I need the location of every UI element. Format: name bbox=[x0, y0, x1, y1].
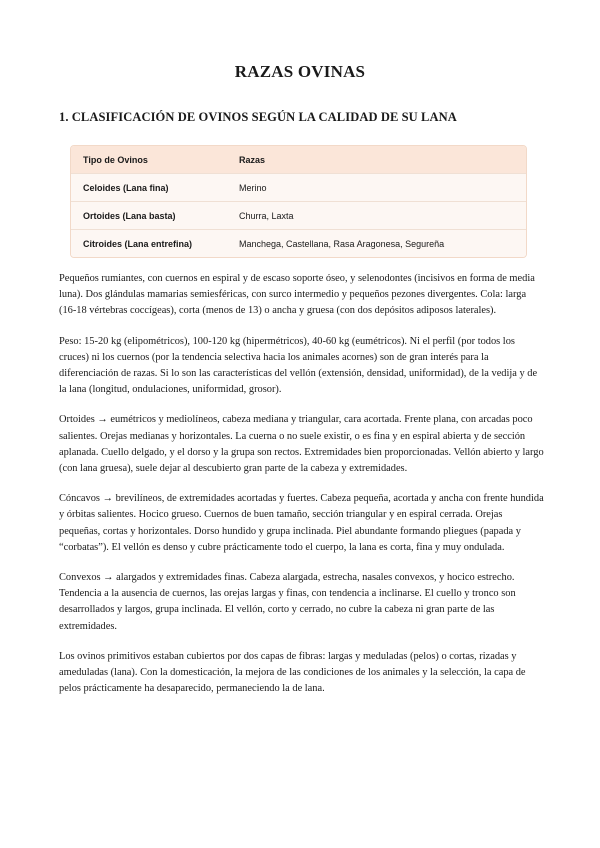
table-row bbox=[71, 201, 526, 229]
table-cell-breeds: Manchega, Castellana, Rasa Aragonesa, Segureña bbox=[239, 238, 445, 249]
table-header-row bbox=[71, 146, 526, 173]
table-cell-type: Ortoides (Lana basta) bbox=[83, 210, 176, 221]
body-text bbox=[59, 271, 544, 711]
table-row bbox=[71, 229, 526, 257]
table-row bbox=[71, 173, 526, 201]
paragraph: Peso: 15-20 kg (elipométricos), 100-120 kg (hipermétricos), 40-60 kg (eumétricos). Ni el perfil (por todos los cruces) ni los cuernos (por la tendencia selectiva hacia los animales acornes) son de gran interés para la diferenciación de razas. Si lo son las características del vellón (extensión, densidad, uniformidad), de la vedija y de la lana (longitud, ondulaciones, uniformidad, grosor). bbox=[59, 335, 538, 396]
table-cell-breeds: Churra, Laxta bbox=[239, 210, 294, 221]
paragraph: Convexos → alargados y extremidades finas. Cabeza alargada, estrecha, nasales convexos, y hocico estrecho. Tendencia a la ausencia de cuernos, las orejas largas y finas, con tendencia a inclinarse. El cuello y tronco son desarrollados y largos, grupa inclinada. El vellón, corto y cerrado, no cubre la cabeza ni gran parte de las extremidades. bbox=[59, 572, 516, 632]
table-cell-type: Citroides (Lana entrefina) bbox=[83, 238, 193, 249]
section-heading: 1. CLASIFICACIÓN DE OVINOS SEGÚN LA CALIDAD DE SU LANA bbox=[59, 110, 457, 124]
paragraph: Los ovinos primitivos estaban cubiertos por dos capas de fibras: largas y meduladas (pelos) o cortas, rizadas y ameduladas (lana). Con la domesticación, la mejora de las condiciones de los animales y la selección, la capa de pelos prácticamente ha desaparecido, permaneciendo la de lana. bbox=[59, 650, 526, 695]
table-header-cell: Tipo de Ovinos bbox=[83, 154, 148, 165]
paragraph: Pequeños rumiantes, con cuernos en espiral y de escaso soporte óseo, y selenodontes (incisivos en forma de media luna). Dos glándulas mamarias semiesféricas, con surco intermedio y pequeños pezones divergentes. Cola: larga (16-18 vértebras coccígeas), corta (menos de 13) o ancha y gruesa (con dos depósitos adiposos laterales). bbox=[59, 273, 535, 317]
table-header-cell: Razas bbox=[239, 154, 266, 165]
document-title: RAZAS OVINAS bbox=[234, 62, 366, 81]
breeds-table bbox=[70, 145, 527, 258]
table-cell-type: Celoides (Lana fina) bbox=[83, 182, 169, 193]
paragraph: Cóncavos → brevilíneos, de extremidades acortadas y fuertes. Cabeza pequeña, acortada y ancha con frente hundida y órbitas salientes. Hocico grueso. Cuernos de buen tamaño, sección triangular y en espiral cerrada. Orejas pequeñas, cortas y horizontales. Dorso hundido y grupa inclinada. Piel abundante formando pliegues (papada y “corbatas”). El vellón es denso y cubre prácticamente todo el cuerpo, la lana es corta, fina y muy ondulada. bbox=[59, 493, 544, 553]
table-cell-breeds: Merino bbox=[239, 182, 267, 193]
paragraph: Ortoides → eumétricos y mediolíneos, cabeza mediana y triangular, cara acortada. Frente plana, con arcadas poco salientes. Orejas medianas y horizontales. La cuerna o no suele existir, o es fina y en espiral abierta y de sección aplanada. Cuello delgado, y el dorso y la grupa son rectos. Extremidades bien proporcionadas. Vellón abierto y largo (con lana gruesa), suele dejar al descubierto gran parte de la cabeza y extremidades. bbox=[59, 414, 544, 475]
